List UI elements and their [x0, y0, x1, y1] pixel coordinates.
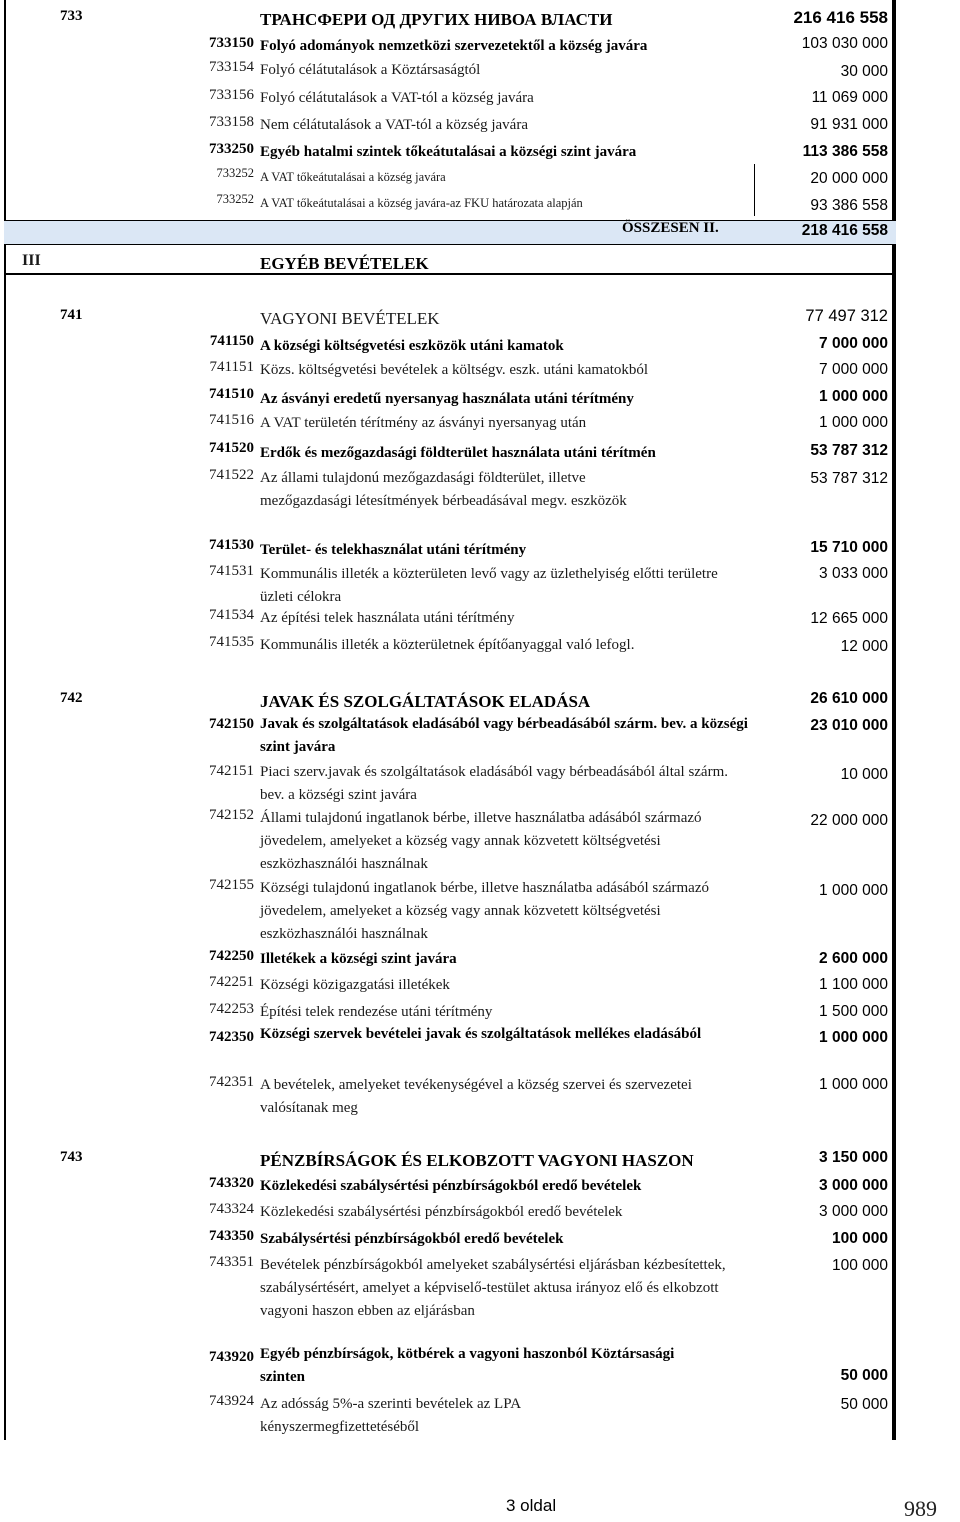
- account-code: 733252: [216, 166, 254, 180]
- account-label: Kommunális illeték a közterületnek építőanyaggal való lefogl.: [260, 637, 635, 653]
- account-label: Illetékek a községi szint javára: [260, 951, 457, 967]
- account-code: 733154: [209, 59, 254, 75]
- account-label: PÉNZBÍRSÁGOK ÉS ELKOBZOTT VAGYONI HASZON: [260, 1151, 694, 1170]
- divider: [4, 273, 896, 275]
- account-code: 743: [60, 1149, 83, 1165]
- account-amount: 10 000: [840, 766, 888, 783]
- account-label: Közlekedési szabálysértési pénzbírságokból eredő bevételek: [260, 1178, 642, 1194]
- account-code: 743320: [209, 1175, 254, 1191]
- account-label: VAGYONI BEVÉTELEK: [260, 309, 440, 328]
- account-amount: 50 000: [840, 1396, 888, 1413]
- account-code: 742152: [209, 807, 254, 823]
- account-label: Folyó adományok nemzetközi szervezetektől a község javára: [260, 38, 648, 54]
- account-label: A községi költségvetési eszközök utáni kamatok: [260, 338, 564, 354]
- account-amount: 1 100 000: [819, 976, 888, 993]
- account-code: 742: [60, 690, 83, 706]
- account-amount: 15 710 000: [810, 539, 888, 556]
- page-number: 989: [904, 1496, 937, 1521]
- account-label: A VAT területén térítmény az ásványi nyersanyag után: [260, 415, 587, 431]
- account-code: 741531: [209, 563, 254, 579]
- account-amount: 23 010 000: [810, 717, 888, 734]
- account-label: Közlekedési szabálysértési pénzbírságokból eredő bevételek: [260, 1204, 623, 1220]
- account-label: Folyó célátutalások a VAT-tól a község javára: [260, 90, 534, 106]
- account-label: Szabálysértési pénzbírságokból eredő bevételek: [260, 1231, 564, 1247]
- account-code: 733250: [209, 141, 254, 157]
- section-label: EGYÉB BEVÉTELEK: [260, 254, 429, 273]
- account-code: 743350: [209, 1228, 254, 1244]
- page-label: 3 oldal: [506, 1496, 557, 1515]
- account-amount: 77 497 312: [805, 307, 888, 325]
- account-code: 743924: [209, 1393, 254, 1409]
- total-amount: 218 416 558: [801, 222, 888, 239]
- account-label: Terület- és telekhasználat utáni térítmény: [260, 542, 527, 558]
- account-amount: 12 665 000: [810, 610, 888, 627]
- account-code: 742151: [209, 763, 254, 779]
- account-label: A VAT tőkeátutalásai a község javára: [260, 170, 446, 184]
- account-label: Javak és szolgáltatások eladásából vagy bérbeadásából szárm. bev. a községi szint javára: [260, 716, 748, 755]
- account-code: 733: [60, 8, 83, 24]
- account-label: Egyéb pénzbírságok, kötbérek a vagyoni haszonból Köztársasági szinten: [260, 1346, 675, 1385]
- account-label: Bevételek pénzbírságokból amelyeket szabálysértési eljárásban kézbesítettek, szabálysértésért, amelyet a képviselő-testület aktusa irányoz elő és elkobzott vagyoni haszon ebben az eljárásban: [260, 1257, 726, 1319]
- account-code: 733252: [216, 192, 254, 206]
- account-label: Állami tulajdonú ingatlanok bérbe, illetve használatba adásából származó jövedelem, amelyeket a község vagy annak közvetett költségvetési eszközhasználói használnak: [260, 810, 702, 872]
- account-code: 741530: [209, 537, 254, 553]
- account-label: A VAT tőkeátutalásai a község javára-az FKU határozata alapján: [260, 196, 583, 210]
- account-amount: 1 000 000: [819, 388, 888, 405]
- account-amount: 103 030 000: [801, 35, 888, 52]
- account-label: ТРАНСФЕРИ ОД ДРУГИХ НИВОА ВЛАСТИ: [260, 10, 613, 29]
- section-code: III: [22, 252, 41, 269]
- account-label: Piaci szerv.javak és szolgáltatások eladásából vagy bérbeadásából által szárm. bev. a községi szint javára: [260, 764, 729, 803]
- account-code: 741150: [209, 333, 254, 349]
- account-amount: 50 000: [840, 1367, 888, 1384]
- account-amount: 22 000 000: [810, 812, 888, 829]
- account-amount: 1 500 000: [819, 1003, 888, 1020]
- account-amount: 26 610 000: [810, 690, 888, 707]
- account-amount: 91 931 000: [810, 116, 888, 133]
- account-code: 741522: [209, 467, 254, 483]
- account-code: 741516: [209, 412, 254, 428]
- account-label: Folyó célátutalások a Köztársaságtól: [260, 62, 481, 78]
- account-amount: 216 416 558: [793, 8, 888, 27]
- total-label: ÖSSZESEN II.: [622, 220, 719, 236]
- account-amount: 30 000: [840, 63, 888, 80]
- account-label: Az építési telek használata utáni térítmény: [260, 610, 515, 626]
- account-code: 741534: [209, 607, 254, 623]
- account-label: Az ásványi eredetű nyersanyag használata utáni térítmény: [260, 391, 634, 407]
- account-label: Nem célátutalások a VAT-tól a község javára: [260, 117, 528, 133]
- account-code: 742251: [209, 974, 254, 990]
- account-label: Közs. költségvetési bevételek a költségv. eszk. utáni kamatokból: [260, 362, 649, 378]
- account-label: Községi közigazgatási illetékek: [260, 977, 450, 993]
- account-label: Kommunális illeték a közterületen levő vagy az üzlethelyiség előtti területre üzleti célokra: [260, 566, 718, 605]
- account-amount: 3 150 000: [819, 1149, 888, 1166]
- account-code: 741535: [209, 634, 254, 650]
- account-label: Községi szervek bevételei javak és szolgáltatások mellékes eladásából: [260, 1026, 702, 1042]
- account-label: A bevételek, amelyeket tevékenységével a község szervei és szervezetei valósítanak meg: [260, 1077, 692, 1116]
- left-border: [4, 0, 6, 1440]
- account-amount: 1 000 000: [819, 414, 888, 431]
- account-code: 743920: [209, 1349, 254, 1365]
- account-amount: 12 000: [840, 638, 888, 655]
- account-code: 742350: [209, 1029, 254, 1045]
- account-code: 741520: [209, 440, 254, 456]
- account-label: Az állami tulajdonú mezőgazdasági földterület, illetve mezőgazdasági létesítmények bérbeadásával megv. eszközök: [260, 470, 627, 509]
- account-amount: 3 000 000: [819, 1177, 888, 1194]
- account-amount: 3 033 000: [819, 565, 888, 582]
- account-code: 741: [60, 307, 83, 323]
- account-amount: 2 600 000: [819, 950, 888, 967]
- account-label: Építési telek rendezése utáni térítmény: [260, 1004, 493, 1020]
- account-amount: 53 787 312: [810, 470, 888, 487]
- account-amount: 20 000 000: [810, 170, 888, 187]
- account-amount: 1 000 000: [819, 882, 888, 899]
- account-code: 733158: [209, 114, 254, 130]
- account-code: 742253: [209, 1001, 254, 1017]
- account-label: Erdők és mezőgazdasági földterület használata utáni térítmén: [260, 445, 656, 461]
- account-label: Egyéb hatalmi szintek tőkeátutalásai a községi szint javára: [260, 144, 637, 160]
- account-code: 742351: [209, 1074, 254, 1090]
- account-code: 741510: [209, 386, 254, 402]
- account-amount: 7 000 000: [819, 361, 888, 378]
- account-amount: 93 386 558: [810, 197, 888, 214]
- account-amount: 1 000 000: [819, 1029, 888, 1046]
- account-amount: 3 000 000: [819, 1203, 888, 1220]
- account-amount: 113 386 558: [802, 143, 888, 160]
- account-code: 742155: [209, 877, 254, 893]
- account-code: 743324: [209, 1201, 254, 1217]
- account-amount: 11 069 000: [811, 89, 888, 106]
- account-code: 743351: [209, 1254, 254, 1270]
- account-code: 741151: [209, 359, 254, 375]
- account-amount: 53 787 312: [810, 442, 888, 459]
- account-amount: 7 000 000: [819, 335, 888, 352]
- account-amount: 100 000: [831, 1257, 888, 1274]
- account-amount: 100 000: [831, 1230, 888, 1247]
- account-amount: 1 000 000: [819, 1076, 888, 1093]
- account-label: Községi tulajdonú ingatlanok bérbe, illetve használatba adásából származó jövedelem, amelyeket a község vagy annak közvetett költségvetési eszközhasználói használnak: [260, 880, 709, 942]
- account-code: 742250: [209, 948, 254, 964]
- account-label: JAVAK ÉS SZOLGÁLTATÁSOK ELADÁSA: [260, 692, 591, 711]
- account-code: 742150: [209, 716, 254, 732]
- account-label: Az adósság 5%-a szerinti bevételek az LPA kényszermegfizettetéséből: [260, 1396, 521, 1435]
- account-code: 733156: [209, 87, 254, 103]
- account-code: 733150: [209, 35, 254, 51]
- right-border: [892, 0, 896, 1440]
